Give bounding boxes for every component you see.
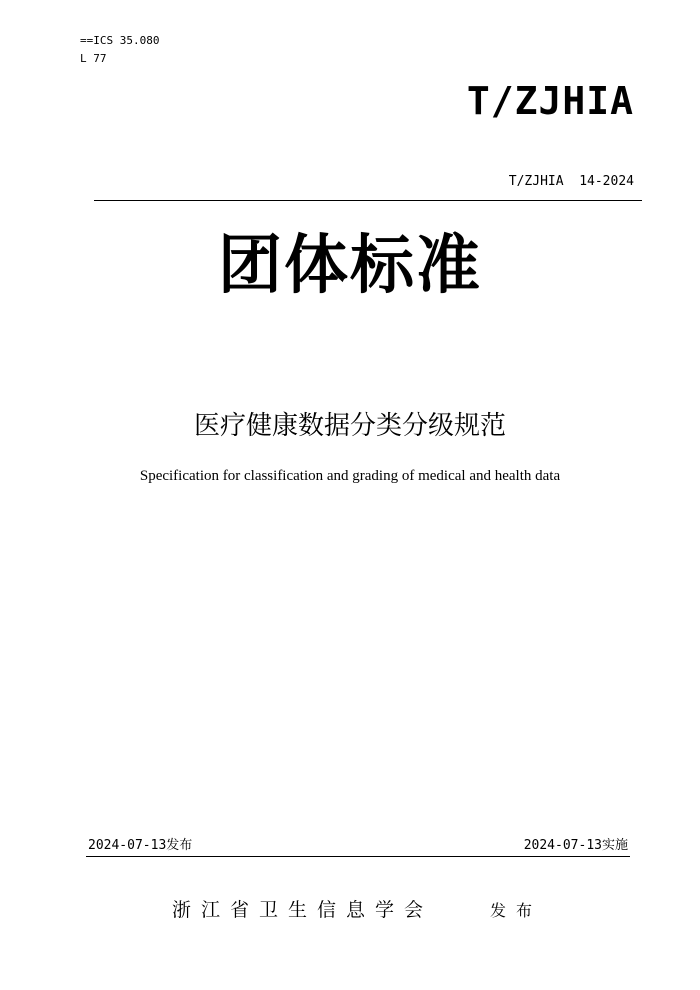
classification-codes	[80, 32, 159, 68]
publisher-name: 浙江省卫生信息学会	[172, 899, 434, 921]
header-divider	[94, 200, 642, 201]
standard-number: T/ZJHIA 14-2024	[508, 174, 634, 189]
document-title-chinese: 医疗健康数据分类分级规范	[193, 411, 506, 441]
implement-date: 2024-07-13	[523, 838, 602, 853]
implement-date-line	[524, 836, 628, 856]
publish-label: 发布	[166, 838, 193, 853]
publish-date: 2024-07-13	[88, 838, 167, 853]
ics-code: ==ICS 35.080	[80, 34, 160, 47]
ccs-code: L 77	[80, 52, 107, 65]
document-title-english: Specification for classification and grading of medical and health data	[139, 468, 561, 484]
implement-label: 实施	[601, 838, 628, 853]
footer-divider	[86, 856, 630, 857]
publisher-action: 发布	[490, 901, 543, 920]
document-type-heading: 团体标准	[218, 229, 482, 303]
publish-date-line	[88, 836, 192, 856]
standard-brand: T/ZJHIA	[466, 79, 634, 123]
